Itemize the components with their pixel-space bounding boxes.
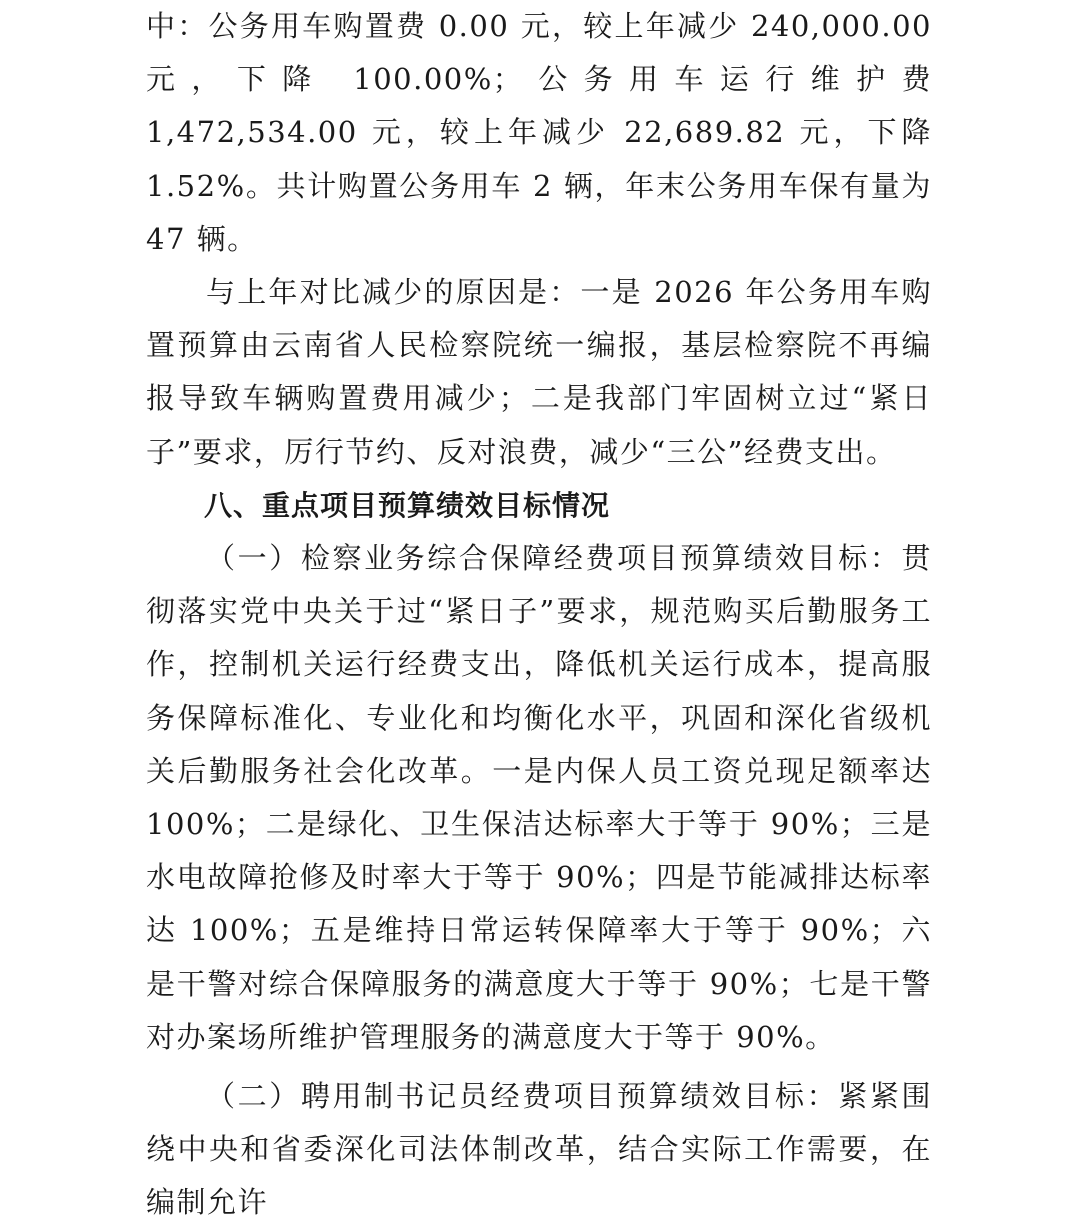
paragraph-reduction-reasons: 与上年对比减少的原因是：一是 2026 年公务用车购置预算由云南省人民检察院统一编报，基层检察院不再编报导致车辆购置费用减少；二是我部门牢固树立过“紧日子”要求，厉行节约、反对浪费，减少“三公”经费支出。 <box>146 275 932 469</box>
document-page <box>146 0 932 1230</box>
paragraph-project-1-goals: （一）检察业务综合保障经费项目预算绩效目标：贯彻落实党中央关于过“紧日子”要求，规范购买后勤服务工作，控制机关运行经费支出，降低机关运行成本，提高服务保障标准化、专业化和均衡化水平，巩固和深化省级机关后勤服务社会化改革。一是内保人员工资兑现足额率达 100%；二是绿化、卫生保洁达标率大于等于 90%；三是水电故障抢修及时率大于等于 90%；四是节能减排达标率达 100%；五是维持日常运转保障率大于等于 90%；六是干警对综合保障服务的满意度大于等于 90%；七是干警对办案场所维护管理服务的满意度大于等于 90%。 <box>146 541 932 1054</box>
paragraph-project-2-goals: （二）聘用制书记员经费项目预算绩效目标：紧紧围绕中央和省委深化司法体制改革，结合实际工作需要，在编制允许 <box>146 1079 932 1220</box>
section-heading-performance-goals: 八、重点项目预算绩效目标情况 <box>204 488 611 522</box>
paragraph-vehicle-costs-continued: 中：公务用车购置费 0.00 元，较上年减少 240,000.00 元，下降 100.00%；公务用车运行维护费 1,472,534.00 元，较上年减少 22,689.82 元，下降 1.52%。共计购置公务用车 2 辆，年末公务用车保有量为 47 辆。 <box>146 9 932 256</box>
